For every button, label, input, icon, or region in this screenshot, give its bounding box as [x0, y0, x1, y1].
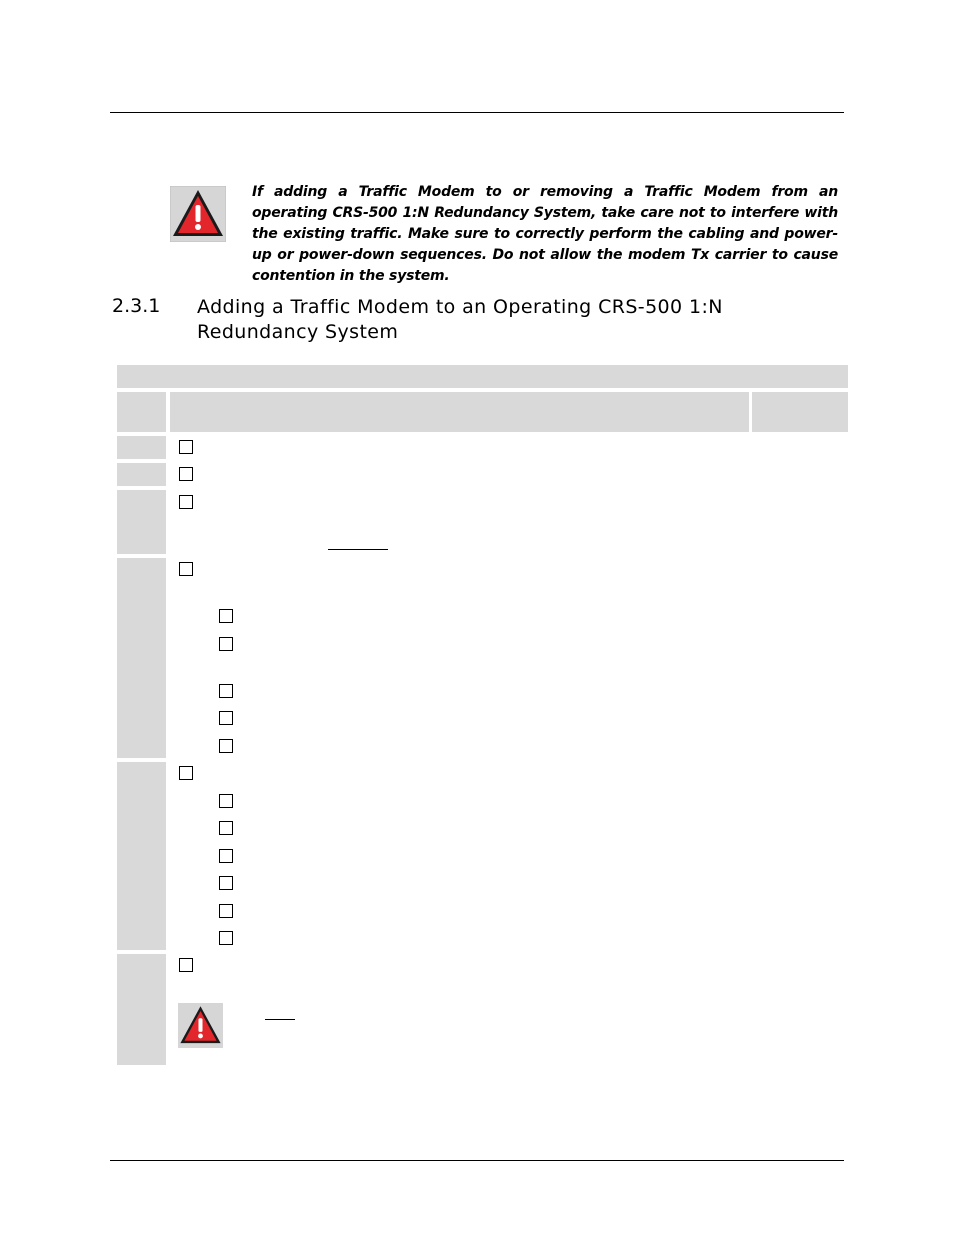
header-rule — [110, 112, 844, 113]
underline-mark — [328, 549, 388, 550]
step-cell-5 — [117, 762, 166, 950]
step-checkbox[interactable] — [179, 766, 193, 780]
warning-text: If adding a Traffic Modem to or removing a Traffic Modem from an operating CRS-500 1:N Redundancy System, take care not to interfere with the existing traffic. Make sure to correctly perform the cabling and power-up or power-down sequences. Do not allow the modem Tx carrier to cause contention in the system. — [252, 184, 838, 284]
table-header-step — [117, 392, 166, 432]
step-checkbox[interactable] — [179, 467, 193, 481]
section-number: 2.3.1 — [112, 295, 161, 317]
substep-checkbox[interactable] — [219, 821, 233, 835]
footer-rule — [110, 1160, 844, 1161]
substep-checkbox[interactable] — [219, 711, 233, 725]
underline-mark — [265, 1019, 295, 1020]
substep-checkbox[interactable] — [219, 849, 233, 863]
step-cell-1 — [117, 436, 166, 459]
step-checkbox[interactable] — [179, 495, 193, 509]
warning-triangle-icon — [170, 186, 226, 242]
step-cell-4 — [117, 558, 166, 758]
step-cell-6 — [117, 954, 166, 1065]
table-header-ref — [752, 392, 848, 432]
step-checkbox[interactable] — [179, 562, 193, 576]
substep-checkbox[interactable] — [219, 684, 233, 698]
warning-triangle-icon — [178, 1003, 223, 1048]
substep-checkbox[interactable] — [219, 739, 233, 753]
substep-checkbox[interactable] — [219, 931, 233, 945]
step-cell-3 — [117, 490, 166, 554]
step-checkbox[interactable] — [179, 958, 193, 972]
substep-checkbox[interactable] — [219, 904, 233, 918]
table-header-task — [170, 392, 749, 432]
substep-checkbox[interactable] — [219, 637, 233, 651]
step-cell-2 — [117, 463, 166, 486]
step-checkbox[interactable] — [179, 440, 193, 454]
substep-checkbox[interactable] — [219, 876, 233, 890]
substep-checkbox[interactable] — [219, 609, 233, 623]
substep-checkbox[interactable] — [219, 794, 233, 808]
section-title: Adding a Traffic Modem to an Operating CRS-500 1:N Redundancy System — [197, 296, 723, 343]
table-title-row — [117, 365, 848, 388]
